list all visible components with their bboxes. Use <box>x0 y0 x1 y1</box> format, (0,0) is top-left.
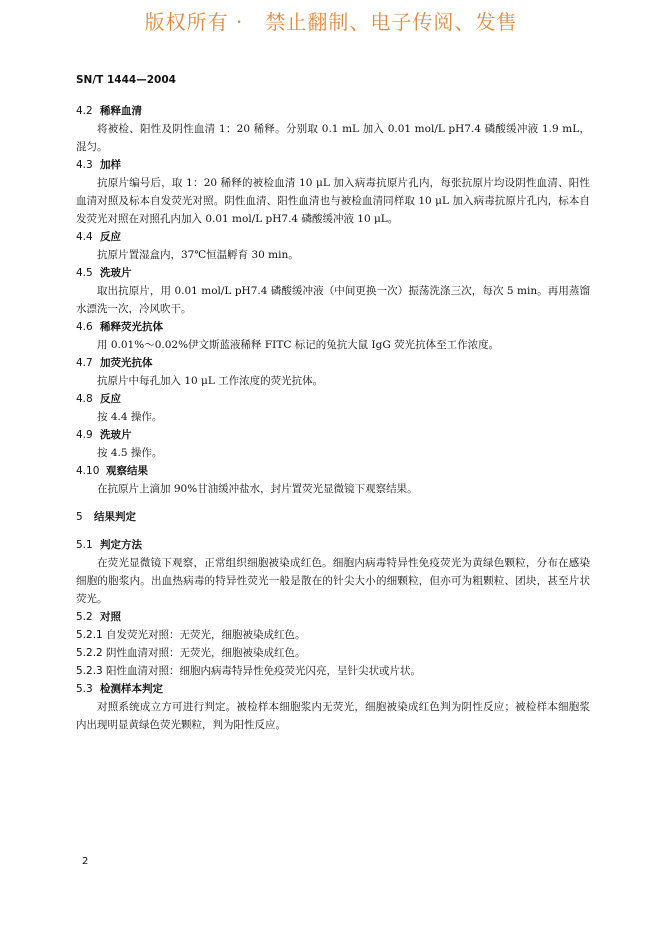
paragraph: 用 0.01%～0.02%伊文斯蓝液稀释 FITC 标记的兔抗大鼠 IgG 荧光抗体至工作浓度。 <box>97 339 500 351</box>
section-4-2 <box>76 102 590 156</box>
section-text: 阳性血清对照：细胞内病毒特异性免疫荧光闪亮，呈针尖状或片状。 <box>106 665 421 677</box>
section-number: 5.2.1 <box>76 629 103 641</box>
section-title: 洗玻片 <box>100 429 132 441</box>
section-number: 4.6 <box>76 321 93 333</box>
section-4-3 <box>76 156 590 228</box>
section-number: 4.2 <box>76 105 93 117</box>
paragraph: 取出抗原片，用 0.01 mol/L pH7.4 磷酸缓冲液（中间更换一次）振荡洗涤三次，每次 5 min。再用蒸馏水漂洗一次，冷风吹干。 <box>76 285 590 315</box>
section-number: 5.1 <box>76 539 93 551</box>
standard-code: SN/T 1444—2004 <box>76 74 176 86</box>
paragraph: 在抗原片上滴加 90%甘油缓冲盐水，封片置荧光显微镜下观察结果。 <box>97 483 418 495</box>
section-title: 结果判定 <box>94 511 136 523</box>
copyright-watermark: 版权所有 · 禁止翻制、电子传阅、发售 <box>144 10 518 34</box>
section-4-6 <box>76 318 590 354</box>
paragraph: 将被检、阳性及阴性血清 1：20 稀释。分别取 0.1 mL 加入 0.01 mol/L pH7.4 磷酸缓冲液 1.9 mL，混匀。 <box>76 123 590 153</box>
paragraph: 按 4.5 操作。 <box>97 447 163 459</box>
paragraph: 对照系统成立方可进行判定。被检样本细胞浆内无荧光，细胞被染成红色判为阴性反应；被检样本细胞浆内出现明显黄绿色荧光颗粒，判为阳性反应。 <box>76 701 590 731</box>
section-number: 5.3 <box>76 683 93 695</box>
document-body <box>76 102 590 734</box>
paragraph: 在荧光显微镜下观察，正常组织细胞被染成红色。细胞内病毒特异性免疫荧光为黄绿色颗粒，分布在感染细胞的胞浆内。出血热病毒的特异性荧光一般是散在的针尖大小的细颗粒，但亦可为粗颗粒、团块，甚至片状荧光。 <box>76 557 590 605</box>
paragraph: 抗原片中每孔加入 10 μL 工作浓度的荧光抗体。 <box>97 375 324 387</box>
section-5 <box>76 508 590 526</box>
section-number: 5 <box>76 511 83 523</box>
page-number: 2 <box>82 856 89 867</box>
section-number: 5.2 <box>76 611 93 623</box>
section-number: 5.2.3 <box>76 665 103 677</box>
section-4-7 <box>76 354 590 390</box>
section-number: 4.10 <box>76 465 100 477</box>
section-title: 反应 <box>100 231 121 243</box>
section-number: 4.9 <box>76 429 93 441</box>
section-title: 加样 <box>100 159 121 171</box>
section-5-2-3 <box>76 662 590 680</box>
section-number: 4.3 <box>76 159 93 171</box>
section-title: 对照 <box>100 611 121 623</box>
section-text: 阴性血清对照：无荧光，细胞被染成红色。 <box>106 647 306 659</box>
section-5-2-1 <box>76 626 590 644</box>
section-number: 4.5 <box>76 267 93 279</box>
paragraph: 按 4.4 操作。 <box>97 411 163 423</box>
section-title: 稀释荧光抗体 <box>100 321 163 333</box>
section-title: 判定方法 <box>100 539 142 551</box>
section-4-8 <box>76 390 590 426</box>
section-4-4 <box>76 228 590 264</box>
section-5-2 <box>76 608 590 626</box>
section-4-10 <box>76 462 590 498</box>
section-title: 观察结果 <box>106 465 148 477</box>
section-text: 自发荧光对照：无荧光，细胞被染成红色。 <box>106 629 306 641</box>
section-number: 4.4 <box>76 231 93 243</box>
section-title: 检测样本判定 <box>100 683 163 695</box>
section-title: 稀释血清 <box>100 105 142 117</box>
section-4-5 <box>76 264 590 318</box>
section-number: 5.2.2 <box>76 647 103 659</box>
paragraph: 抗原片置湿盒内，37℃恒温孵育 30 min。 <box>97 249 299 261</box>
paragraph: 抗原片编号后，取 1：20 稀释的被检血清 10 μL 加入病毒抗原片孔内，每张抗原片均设阴性血清、阳性血清对照及标本自发荧光对照。阴性血清、阳性血清也与被检血清同样取 10 μL 加入病毒抗原片孔内，标本自发荧光对照在对照孔内加入 0.01 mol/L pH7.4 磷酸缓冲液 10 μL。 <box>76 177 590 225</box>
section-number: 4.7 <box>76 357 93 369</box>
section-number: 4.8 <box>76 393 93 405</box>
section-title: 反应 <box>100 393 121 405</box>
section-title: 洗玻片 <box>100 267 132 279</box>
section-5-1 <box>76 536 590 608</box>
section-4-9 <box>76 426 590 462</box>
section-5-2-2 <box>76 644 590 662</box>
section-5-3 <box>76 680 590 734</box>
section-title: 加荧光抗体 <box>100 357 153 369</box>
